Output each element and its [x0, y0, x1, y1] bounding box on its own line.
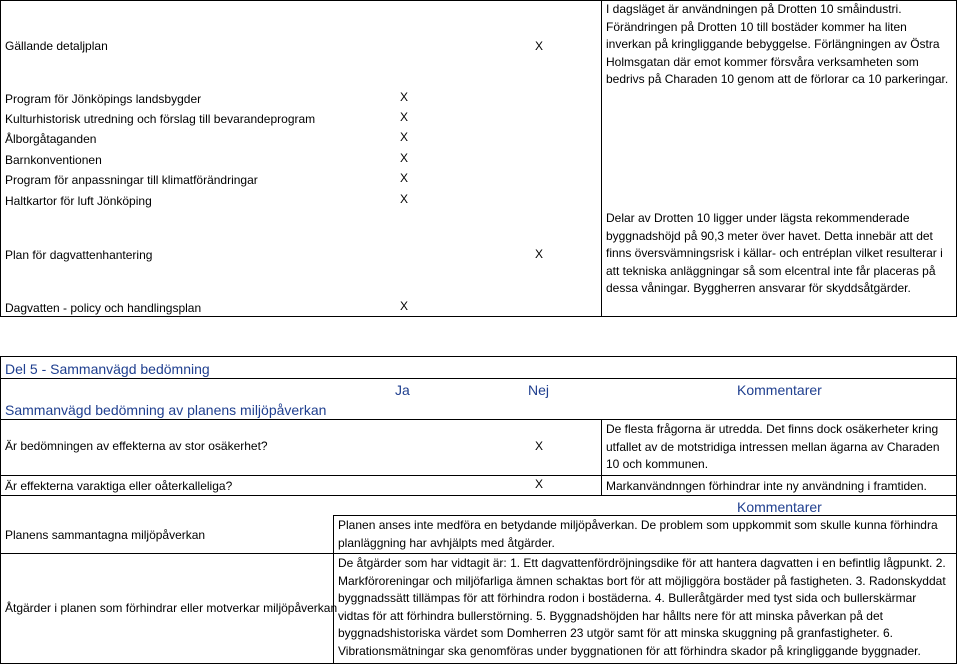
col-ja-header: Ja [395, 382, 410, 398]
kommentarer-underline [333, 515, 957, 516]
q2-bottom-border [0, 495, 957, 496]
nej-mark: X [534, 477, 543, 491]
del5-bottom-border [0, 663, 957, 664]
del5-right-border [956, 356, 957, 664]
top-left-border [0, 0, 1, 316]
ja-mark: X [399, 151, 408, 165]
col-nej-header: Nej [528, 382, 550, 398]
row-label: Haltkartor för luft Jönköping [5, 194, 152, 208]
del5-top-border [0, 356, 957, 357]
nej-mark: X [534, 39, 543, 53]
atgarder-label: Åtgärder i planen som förhindrar eller motverkar miljöpåverkan [5, 601, 338, 615]
row-label: Dagvatten - policy och handlingsplan [5, 301, 202, 315]
question-comment: De flesta frågorna är utredda. Det finns dock osäkerheter kring utfallet av de motstridiga intressen mellan ägarna av Charaden 10 och kommunen. [606, 422, 940, 471]
atgarder-text: De åtgärder som har vidtagit är: 1. Ett dagvattenfördröjningsdike för att hantera dagvatten i en befintlig lågpunkt. 2. Markföroreningar och miljöfarliga ämnen schaktas bort för att möjliggöra bostäder på fastigheten. 3. Radonskyddat byggnadssätt tillämpas för att förhindra rodon i bostäderna. 4. Bulleråtgärder med tyst sida och bullerskärmar vidtas för att förhindra bullerstörning. 5. Byggnadshöjden har hållts nere för att minska påverkan på det byggnadshistoriska värdet som Domherren 23 utgör samt för att minska skuggning på granfastigheter. 6. Vibrationsmätningar ska genomföras under byggnationen för att förhindra skador på kringliggande byggnader. [338, 556, 946, 658]
row-label: Ålborgåtaganden [5, 132, 97, 146]
ja-mark: X [399, 90, 408, 104]
sammantagna-bottom-border [0, 553, 957, 554]
question-comment: Markanvändnngen förhindrar inte ny användning i framtiden. [606, 479, 927, 493]
question-label: Är effekterna varaktiga eller oåterkalleliga? [5, 479, 233, 493]
del5-title: Del 5 - Sammanvägd bedömning [5, 361, 210, 377]
comment-column-divider [601, 0, 602, 316]
ja-mark: X [399, 130, 408, 144]
ja-mark: X [399, 110, 408, 124]
row-label: Program för anpassningar till klimatförändringar [5, 173, 258, 187]
q-comment-divider [601, 419, 602, 495]
col-kommentarer-header: Kommentarer [737, 382, 822, 398]
row-label: Plan för dagvattenhantering [5, 248, 153, 262]
label-divider [333, 515, 334, 663]
question-label: Är bedömningen av effekterna av stor osäkerhet? [5, 439, 268, 453]
nej-mark: X [534, 439, 543, 453]
kommentarer-header: Kommentarer [737, 499, 822, 515]
q1-bottom-border [0, 475, 957, 476]
top-right-border [956, 0, 957, 316]
comment-detaljplan: I dagsläget är användningen på Drotten 10 småindustri. Förändringen på Drotten 10 till bostäder kommer ha liten inverkan på kringliggande bebyggelse. Förlängningen av Östra Holmsgatan där emot kommer försvåra verksamheten som bedrivs på Charaden 10 genom att de förlorar ca 10 parkeringar. [606, 2, 949, 86]
sammantagna-label: Planens sammantagna miljöpåverkan [5, 528, 206, 542]
ja-mark: X [399, 299, 408, 313]
del5-left-border [0, 356, 1, 664]
ja-mark: X [399, 192, 408, 206]
row-label: Program för Jönköpings landsbygder [5, 92, 202, 106]
ja-mark: X [399, 171, 408, 185]
subtitle-underline [0, 419, 957, 420]
comment-dagvatten: Delar av Drotten 10 ligger under lägsta rekommenderade byggnadshöjd på 90,3 meter över havet. Detta innebär att det finns översvämningsrisk i källar- och entréplan vilket resulterar i att tekniska anläggningar så som elcentral inte får placeras på dessa våningar. Byggherren ansvarar för skyddsåtgärder. [606, 211, 943, 295]
del5-subtitle: Sammanvägd bedömning av planens miljöpåverkan [5, 402, 327, 418]
top-table-bottom-border [0, 316, 957, 317]
nej-mark: X [534, 247, 543, 261]
del5-title-underline [0, 378, 957, 379]
row-label: Barnkonventionen [5, 153, 102, 167]
sammantagna-text: Planen anses inte medföra en betydande miljöpåverkan. De problem som uppkommit som skulle kunna förhindra planläggning har avhjälpts med åtgärder. [338, 518, 938, 550]
row-label: Kulturhistorisk utredning och förslag till bevarandeprogram [5, 112, 316, 126]
row-label: Gällande detaljplan [5, 39, 108, 53]
